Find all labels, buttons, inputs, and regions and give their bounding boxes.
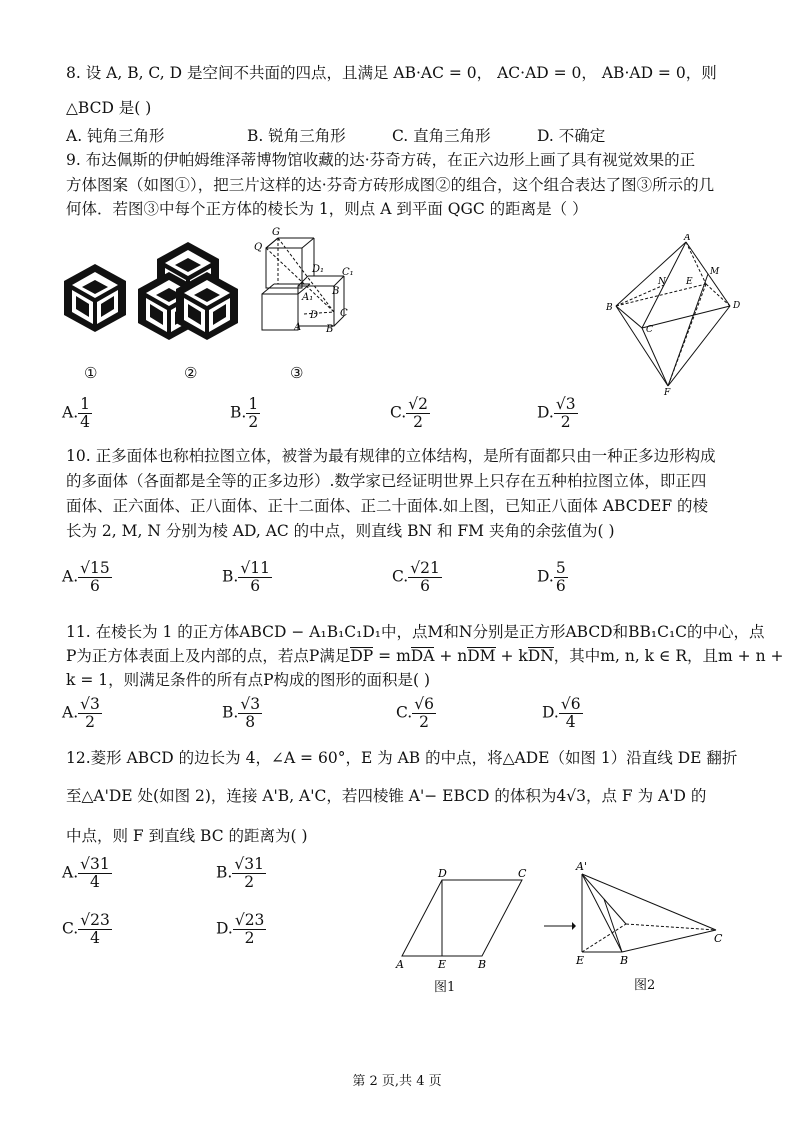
- q8-condition-1: AB·AC = 0，: [393, 64, 493, 82]
- q10-stem-line4: 长为 2, M, N 分别为棱 AD, AC 的中点，则直线 BN 和 FM 夹角的余弦值为( ): [66, 522, 615, 540]
- fig2-caption: 图2: [634, 978, 656, 993]
- q8-stem-line2: △BCD 是( ): [66, 99, 152, 117]
- q8-option-c[interactable]: C. 直角三角形: [392, 127, 491, 145]
- fig-caption-1: ①: [84, 364, 98, 382]
- q11-option-d[interactable]: D. $\frac{√6}{4}$: [542, 695, 581, 732]
- q12-stem-line3: 中点，则 F 到直线 BC 的距离为( ): [66, 827, 308, 845]
- q10-option-d[interactable]: D. $\frac{5}{6}$: [537, 559, 566, 596]
- page-footer: 第 2 页,共 4 页: [352, 1074, 442, 1089]
- cube-label-q: Q: [254, 242, 263, 253]
- cube-label-g: G: [272, 227, 280, 238]
- q12-option-c[interactable]: C. $\frac{√23}{4}$: [62, 911, 110, 948]
- q9-stem-line1: 9. 布达佩斯的伊帕姆维泽蒂博物馆收藏的达·芬奇方砖，在正六边形上画了具有视觉效果的正: [66, 151, 696, 169]
- q12-option-d[interactable]: D. $\frac{√23}{2}$: [216, 911, 265, 948]
- fig2-label-a-prime: A': [576, 860, 587, 873]
- oct-label-f: F: [664, 388, 671, 396]
- q9-option-d[interactable]: D. $\frac{√3}{2}$: [537, 395, 576, 432]
- fig-rhombus-1: [392, 866, 542, 974]
- q11-option-c[interactable]: C. $\frac{√6}{2}$: [396, 695, 434, 732]
- fig2-label-c: C: [714, 932, 723, 945]
- q10-stem-line1: 10. 正多面体也称柏拉图立体，被誉为最有规律的立体结构，是所有面都只由一种正多边形构成: [66, 447, 716, 465]
- q8-option-a[interactable]: A. 钝角三角形: [66, 127, 165, 145]
- cube-label-c: C: [340, 308, 348, 319]
- q8-condition-3: AB·AD = 0，则: [601, 64, 717, 82]
- fig1-label-c: C: [518, 867, 527, 880]
- q12-stem-line1: 12.菱形 ABCD 的边长为 4，∠A = 60°，E 为 AB 的中点，将△ADE（如图 1）沿直线 DE 翻折: [66, 749, 738, 767]
- cube-label-d1: D₁: [312, 264, 325, 275]
- oct-label-b: B: [606, 303, 613, 313]
- q11-stem-line2: P为正方体表面上及内部的点，若点P满足DP = mDA + nDM + kDN，其中m, n, k ∈ R，且m + n +: [66, 647, 784, 665]
- oct-label-n: N: [658, 277, 666, 287]
- cube-label-b-upper: B: [332, 286, 340, 297]
- fig1-caption: 图1: [434, 980, 456, 995]
- oct-label-d: D: [733, 301, 741, 311]
- q8-option-d[interactable]: D. 不确定: [537, 127, 606, 145]
- fig-caption-2: ②: [184, 364, 198, 382]
- q9-stem-line2: 方体图案（如图①），把三片这样的达·芬奇方砖形成图②的组合，这个组合表达了图③所示的几: [66, 176, 715, 194]
- fig1-label-a: A: [396, 958, 404, 971]
- fig-cube-stack-3: [250, 224, 360, 342]
- q8-stem-line1: 8. 设 A, B, C, D 是空间不共面的四点，且满足 AB·AC = 0， AC·AD = 0， AB·AD = 0，则: [66, 64, 717, 82]
- q10-option-c[interactable]: C. $\frac{√21}{6}$: [392, 559, 440, 596]
- q12-option-b[interactable]: B. $\frac{√31}{2}$: [216, 855, 264, 892]
- q10-option-a[interactable]: A. $\frac{√15}{6}$: [62, 559, 110, 596]
- q12-option-a[interactable]: A. $\frac{√31}{4}$: [62, 855, 110, 892]
- fig-pyramid-2: [570, 858, 730, 970]
- q10-stem-line3: 面体、正六面体、正八面体、正十二面体、正二十面体.如上图，已知正八面体 ABCDEF 的棱: [66, 497, 709, 515]
- q10-option-b[interactable]: B. $\frac{√11}{6}$: [222, 559, 270, 596]
- q9-option-a[interactable]: A. $\frac{1}{4}$: [62, 395, 90, 432]
- q11-option-b[interactable]: B. $\frac{√3}{8}$: [222, 695, 261, 732]
- cube-label-a: A: [294, 322, 302, 333]
- q11-stem-line1: 11. 在棱长为 1 的正方体ABCD − A₁B₁C₁D₁中，点M和N分别是正方形ABCD和BB₁C₁C的中心，点: [66, 623, 765, 641]
- fig-caption-3: ③: [290, 364, 304, 382]
- vector-dn: DN: [527, 647, 554, 665]
- oct-label-a: A: [684, 234, 691, 243]
- vector-da: DA: [410, 647, 435, 665]
- fig1-label-d: D: [438, 867, 447, 880]
- fig-hexagon-tile-1: [62, 262, 128, 334]
- q9-option-b[interactable]: B. $\frac{1}{2}$: [230, 395, 259, 432]
- fig2-label-e: E: [576, 954, 585, 967]
- vector-dp: DP: [350, 647, 374, 665]
- cube-label-a1: A₁: [302, 292, 314, 303]
- q10-stem-line2: 的多面体（各面都是全等的正多边形）.数学家已经证明世界上只存在五种柏拉图立体，即正四: [66, 472, 707, 490]
- q9-option-c[interactable]: C. $\frac{√2}{2}$: [390, 395, 428, 432]
- q12-stem-line2: 至△A'DE 处(如图 2)，连接 A'B, A'C，若四棱锥 A'− EBCD 的体积为4√3，点 F 为 A'D 的: [66, 787, 707, 805]
- oct-label-m: M: [710, 267, 720, 277]
- fig-octahedron: [606, 234, 746, 396]
- fig1-label-b: B: [478, 958, 487, 971]
- q8-option-b[interactable]: B. 锐角三角形: [247, 127, 346, 145]
- oct-label-c: C: [646, 325, 653, 335]
- cube-label-d: D: [310, 310, 319, 321]
- q11-option-a[interactable]: A. $\frac{√3}{2}$: [62, 695, 100, 732]
- vector-dm: DM: [467, 647, 496, 665]
- q8-condition-2: AC·AD = 0，: [497, 64, 597, 82]
- q9-stem-line3: 何体．若图③中每个正方体的棱长为 1，则点 A 到平面 QGC 的距离是（ ）: [66, 200, 588, 218]
- q11-stem-line3: k = 1，则满足条件的所有点P构成的图形的面积是( ): [66, 671, 431, 689]
- cube-label-c1: C₁: [342, 267, 354, 278]
- cube-label-b: B: [326, 324, 334, 335]
- fig2-label-b: B: [620, 954, 629, 967]
- fig-hexagon-tile-combination-2: [136, 240, 240, 340]
- oct-label-e: E: [686, 277, 693, 287]
- fig1-label-e: E: [438, 958, 447, 971]
